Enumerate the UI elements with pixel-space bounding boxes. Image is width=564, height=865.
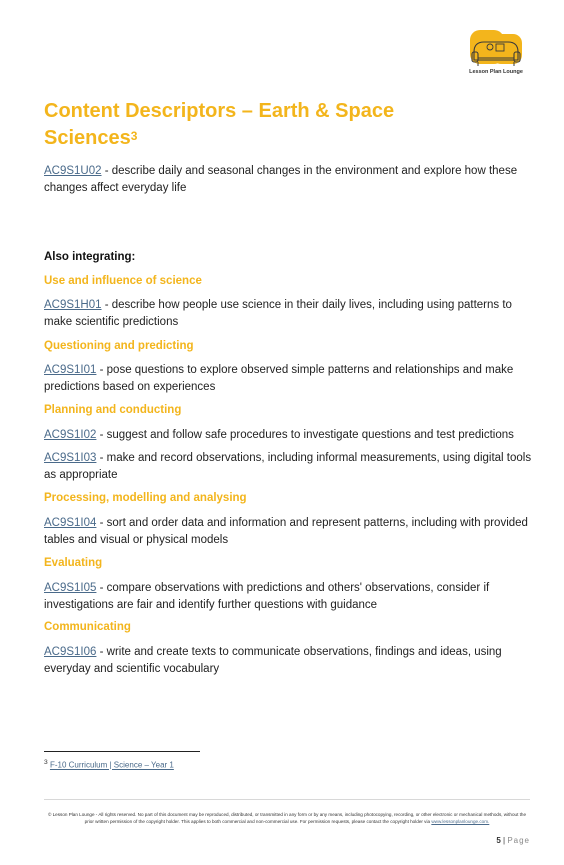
footnote-link[interactable]: F-10 Curriculum | Science – Year 1 bbox=[49, 760, 174, 770]
descriptor-code-link[interactable]: AC9S1I03 bbox=[44, 452, 97, 464]
descriptor-item bbox=[44, 427, 534, 444]
copyright-text: © Lesson Plan Lounge - All rights reserved. No part of this document may be reproduced, distributed, or transmitted in any form or by any means, including photocopying, recording, or other electronic or mechanical methods, without the prior written permission of the copyright holder. This applies to both commercial and non-commercial use. For permission requests, please contact the copyright holder via bbox=[47, 812, 527, 824]
section-heading: Planning and conducting bbox=[44, 404, 182, 416]
title-text: Content Descriptors – Earth & Space Sciences bbox=[44, 100, 395, 149]
descriptor-item bbox=[44, 580, 534, 614]
descriptor-code-link[interactable]: AC9S1H01 bbox=[44, 299, 102, 311]
section-heading: Evaluating bbox=[44, 557, 103, 569]
page-label: Page bbox=[507, 836, 530, 845]
descriptor-text: - pose questions to explore observed simple patterns and relationships and make predictions based on experiences bbox=[44, 364, 514, 393]
descriptor-text: - write and create texts to communicate observations, findings and ideas, using everyday and scientific vocabulary bbox=[44, 646, 502, 675]
descriptor-text: - describe daily and seasonal changes in the environment and explore how these changes affect everyday life bbox=[44, 165, 518, 194]
section-heading: Use and influence of science bbox=[44, 275, 202, 287]
descriptor-code-link[interactable]: AC9S1I05 bbox=[44, 582, 97, 594]
descriptor-item bbox=[44, 515, 534, 549]
descriptor-code-link[interactable]: AC9S1I06 bbox=[44, 646, 97, 658]
footnote bbox=[44, 759, 174, 770]
descriptor-item bbox=[44, 362, 534, 396]
descriptor-text: - make and record observations, including informal measurements, using digital tools as appropriate bbox=[44, 452, 532, 481]
descriptor-text: - compare observations with predictions and others' observations, consider if investigations are fair and identify further questions with guidance bbox=[44, 582, 490, 611]
descriptor-code-link[interactable]: AC9S1I01 bbox=[44, 364, 97, 376]
section-heading: Communicating bbox=[44, 621, 131, 633]
page-title bbox=[44, 98, 464, 152]
title-footnote-ref[interactable]: 3 bbox=[130, 129, 138, 143]
descriptor-item bbox=[44, 297, 534, 331]
section-heading: Processing, modelling and analysing bbox=[44, 492, 247, 504]
logo-caption: Lesson Plan Lounge bbox=[469, 69, 523, 75]
descriptor-item bbox=[44, 644, 534, 678]
descriptor-text: - sort and order data and information and represent patterns, including with provided tables and visual or physical models bbox=[44, 517, 528, 546]
footer-divider bbox=[44, 799, 530, 800]
descriptor-code-link[interactable]: AC9S1U02 bbox=[44, 165, 102, 177]
descriptor-code-link[interactable]: AC9S1I04 bbox=[44, 517, 97, 529]
website-link[interactable]: www.lessonplanlounge.com. bbox=[431, 818, 490, 824]
footnote-number: 3 bbox=[44, 759, 48, 766]
descriptor-code-link[interactable]: AC9S1I02 bbox=[44, 429, 97, 441]
main-descriptor bbox=[44, 163, 534, 197]
descriptor-text: - describe how people use science in their daily lives, including using patterns to make scientific predictions bbox=[44, 299, 512, 328]
section-heading: Questioning and predicting bbox=[44, 340, 194, 352]
page-number-value: 5 bbox=[496, 836, 501, 845]
copyright-notice bbox=[44, 812, 530, 825]
page-separator: | bbox=[500, 836, 508, 845]
descriptor-item bbox=[44, 450, 534, 484]
also-integrating-heading: Also integrating: bbox=[44, 251, 136, 263]
page-number bbox=[496, 836, 530, 845]
footnote-divider bbox=[44, 751, 200, 752]
descriptor-text: - suggest and follow safe procedures to investigate questions and test predictions bbox=[96, 429, 514, 441]
